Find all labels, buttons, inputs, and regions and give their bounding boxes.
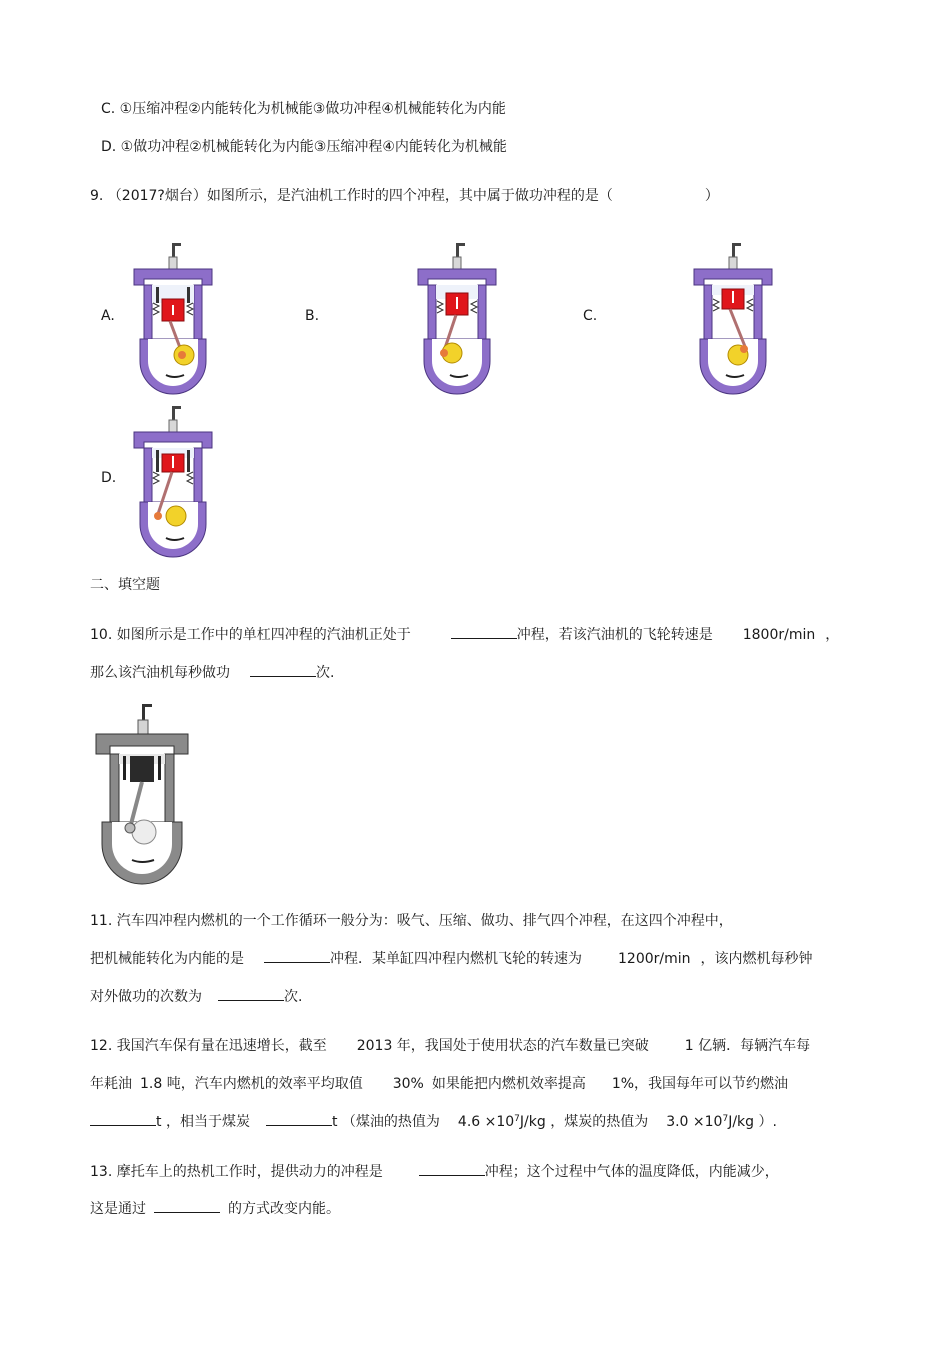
q12-exp-2: 7 [722,1114,729,1124]
q12-text-2: 2013 年，我国处于使用状态的汽车数量已突破 [356,1038,649,1054]
q12-line-2 [90,1075,788,1093]
q12-text-15: J/kg ）. [728,1114,777,1130]
q12-text-13: J/kg ，煤炭的热值为 [519,1114,649,1130]
q11-blank-2 [218,987,284,1001]
q10-line-1 [90,625,839,644]
q12-blank-1 [90,1112,156,1126]
q10-line-2 [90,663,334,682]
q13-line-1 [90,1162,779,1181]
q13-text-1: 13. 摩托车上的热机工作时，提供动力的冲程是 [90,1164,383,1180]
q10-text-4: 次. [316,665,335,681]
q13-text-3: 这是通过 [90,1201,146,1217]
q9-label-a: A. [101,308,115,324]
q12-text-6: 30% [392,1076,424,1092]
q12-text-3: 1 亿辆．每辆汽车每 [684,1038,811,1054]
q12-text-5: 1.8 吨，汽车内燃机的效率平均取值 [140,1076,363,1092]
q12-blank-2 [266,1112,332,1126]
q12-text-12: 4.6 ×10 [457,1114,515,1130]
engine-diagram-a [126,243,222,391]
q10-text-3: 那么该汽油机每秒做功 [90,665,230,681]
q12-text-7: 如果能把内燃机效率提高 [431,1076,586,1092]
q11-line-3 [90,987,302,1006]
q13-text-4: 的方式改变内能。 [228,1201,340,1217]
q12-line-3 [90,1112,777,1131]
q13-blank-2 [154,1199,220,1213]
engine-diagram-c [686,243,782,391]
q11-text-1: 把机械能转化为内能的是 [90,951,244,967]
q10-blank-1 [451,625,517,639]
q11-text-4: 对外做功的次数为 [90,989,202,1005]
q10-rpm: 1800r/min [742,627,816,643]
q11-line-2 [90,949,813,968]
q12-text-14: 3.0 ×10 [666,1114,723,1130]
q9-label-c: C. [583,308,598,324]
q12-text-11: t （煤油的热值为 [331,1114,440,1130]
engine-diagram-b [410,243,506,391]
engine-diagram-d [126,406,222,554]
section-2-title: 二、填空题 [90,577,160,593]
q11-rpm: 1200r/min [618,951,691,967]
q13-blank-1 [419,1162,485,1176]
q12-exp-1: 7 [514,1114,520,1124]
q11-line-1: 11. 汽车四冲程内燃机的一个工作循环一般分为：吸气、压缩、做功、排气四个冲程，在这四个冲程中， [90,913,733,929]
q10-text-1: 10. 如图所示是工作中的单杠四冲程的汽油机正处于 [90,627,411,643]
q12-text-9: 我国每年可以节约燃油 [648,1076,789,1092]
q13-line-2 [90,1199,340,1218]
q11-blank-1 [264,949,330,963]
q10-blank-2 [250,663,316,677]
q12-text-1: 12. 我国汽车保有量在迅速增长，截至 [90,1038,327,1054]
q9-label-b: B. [305,308,320,324]
q12-text-8: 1%， [611,1076,649,1092]
q8-option-d: D. ①做功冲程②机械能转化为内能③压缩冲程④内能转化为机械能 [101,139,507,155]
q12-text-4: 年耗油 [90,1076,132,1092]
engine-diagram-q10 [92,704,192,880]
q11-text-3: ，该内燃机每秒钟 [700,951,813,967]
q9-stem [90,187,719,205]
q9-label-d: D. [101,470,117,486]
q11-text-2: 冲程．某单缸四冲程内燃机飞轮的转速为 [330,951,582,967]
q9-stem-text: 9. （2017?烟台）如图所示，是汽油机工作时的四个冲程，其中属于做功冲程的是（ [90,188,613,204]
q13-text-2: 冲程；这个过程中气体的温度降低，内能减少， [484,1164,779,1180]
q8-option-c: C. ①压缩冲程②内能转化为机械能③做功冲程④机械能转化为内能 [101,101,506,117]
q10-text-2: 冲程，若该汽油机的飞轮转速是 [516,627,713,643]
q11-text-5: 次. [284,989,303,1005]
q9-close-paren: ） [704,188,719,204]
q12-line-1 [90,1037,810,1055]
q10-comma: ， [825,627,840,643]
q12-text-10: t ，相当于煤炭 [156,1114,250,1130]
